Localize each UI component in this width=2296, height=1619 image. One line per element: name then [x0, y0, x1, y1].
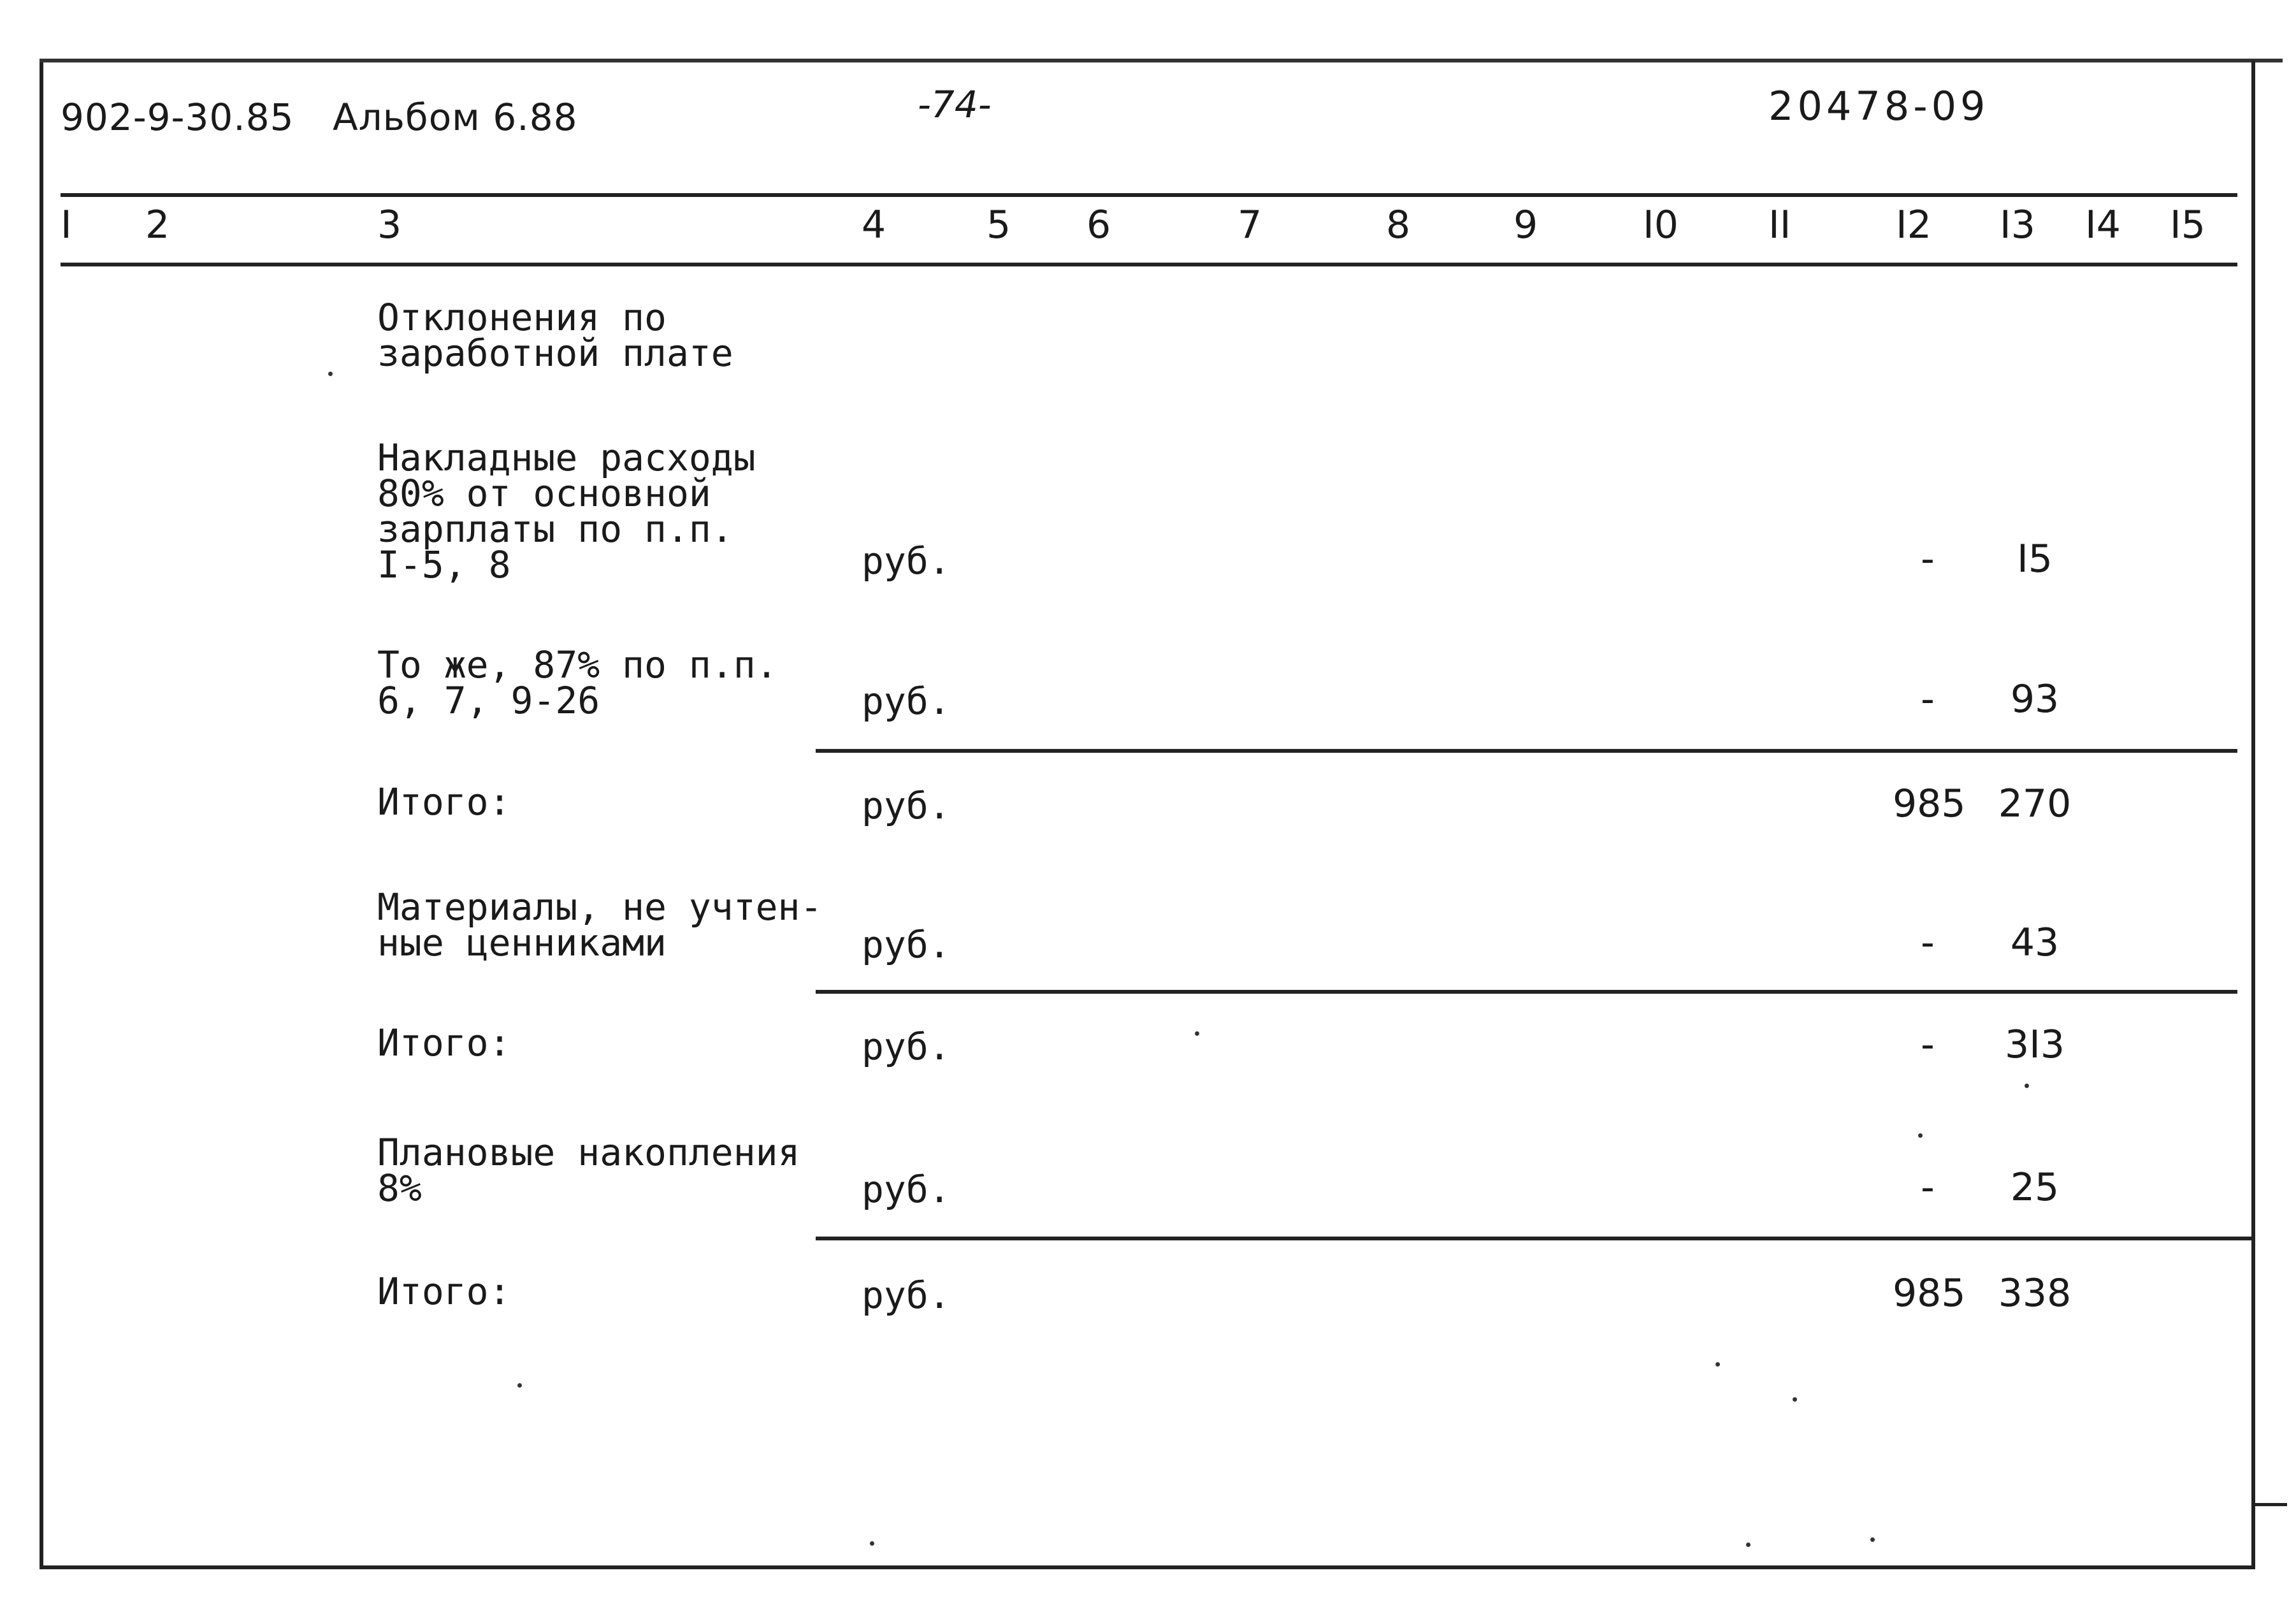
scan-speck [1715, 1362, 1720, 1367]
row-col13-total: 338 [1998, 1271, 2072, 1316]
column-number-8: 8 [1386, 203, 1411, 247]
row-description-overhead-80: Накладные расходы 80% от основной зарплаты по п.п. I-5, 8 [377, 436, 756, 586]
project-code: 902-9-30.85 [61, 96, 294, 139]
column-number-10: I0 [1643, 203, 1679, 247]
frame-left-border [40, 59, 43, 1569]
scan-speck [2025, 1084, 2029, 1088]
row-col12-total: 985 [1893, 1271, 1966, 1316]
subtotal-rule-2 [816, 990, 2237, 994]
frame-notch [2255, 1503, 2287, 1506]
row-col12-overhead-80: - [1921, 537, 1935, 581]
scan-speck [1195, 1031, 1199, 1036]
row-col13-overhead-87: 93 [2010, 677, 2060, 722]
row-description-total: Итого: [377, 1270, 511, 1313]
row-col12-unaccounted-materials: - [1921, 920, 1935, 965]
row-description-subtotal-1: Итого: [377, 780, 511, 824]
column-number-14: I4 [2085, 203, 2121, 247]
column-number-3: 3 [377, 203, 402, 247]
scan-speck [328, 372, 333, 376]
scan-speck [517, 1383, 522, 1388]
scan-speck [1746, 1543, 1751, 1547]
column-number-7: 7 [1238, 203, 1262, 247]
row-unit-unaccounted-materials: руб. [862, 923, 951, 966]
column-number-13: I3 [2000, 203, 2035, 247]
column-number-11: II [1768, 203, 1791, 247]
row-col13-unaccounted-materials: 43 [2010, 920, 2060, 965]
frame-right-border [2251, 61, 2255, 1569]
total-rule [816, 1237, 2251, 1240]
column-number-1: I [61, 203, 72, 247]
scan-speck [1870, 1537, 1875, 1542]
column-number-4: 4 [862, 203, 886, 247]
row-col12-subtotal-2: - [1921, 1022, 1935, 1067]
scan-speck [870, 1541, 874, 1546]
row-unit-subtotal-2: руб. [862, 1025, 951, 1068]
row-description-subtotal-2: Итого: [377, 1021, 511, 1064]
column-number-2: 2 [145, 203, 170, 247]
row-unit-subtotal-1: руб. [862, 784, 951, 827]
document-code: 20478-09 [1768, 83, 1989, 129]
row-unit-planned-savings: руб. [862, 1168, 951, 1211]
column-number-15: I5 [2170, 203, 2206, 247]
row-col13-subtotal-1: 270 [1998, 781, 2072, 826]
album-number: Альбом 6.88 [333, 96, 578, 139]
row-col13-planned-savings: 25 [2010, 1165, 2060, 1210]
row-description-wage-deviations: Отклонения по заработной плате [377, 296, 733, 375]
column-number-9: 9 [1513, 203, 1538, 247]
header-rule-top [61, 193, 2237, 197]
row-unit-overhead-87: руб. [862, 679, 951, 723]
page-number: -74- [918, 83, 992, 126]
scan-speck [1918, 1133, 1923, 1138]
row-col12-subtotal-1: 985 [1893, 781, 1966, 826]
row-col12-overhead-87: - [1921, 677, 1935, 722]
row-col13-subtotal-2: 3I3 [2004, 1022, 2065, 1067]
column-number-5: 5 [986, 203, 1011, 247]
row-unit-overhead-80: руб. [862, 539, 951, 583]
row-unit-total: руб. [862, 1274, 951, 1317]
row-description-overhead-87: То же, 87% по п.п. 6, 7, 9-26 [377, 643, 778, 722]
column-number-6: 6 [1087, 203, 1111, 247]
row-col12-planned-savings: - [1921, 1165, 1935, 1210]
subtotal-rule-1 [816, 749, 2237, 753]
frame-bottom-border [40, 1565, 2255, 1569]
row-description-unaccounted-materials: Материалы, не учтен- ные ценниками [377, 885, 823, 964]
frame-top-border [40, 59, 2283, 62]
header-rule-bottom [61, 263, 2237, 266]
column-number-12: I2 [1896, 203, 1931, 247]
scan-speck [1793, 1397, 1797, 1402]
row-col13-overhead-80: I5 [2017, 537, 2053, 581]
row-description-planned-savings: Плановые накопления 8% [377, 1131, 800, 1210]
